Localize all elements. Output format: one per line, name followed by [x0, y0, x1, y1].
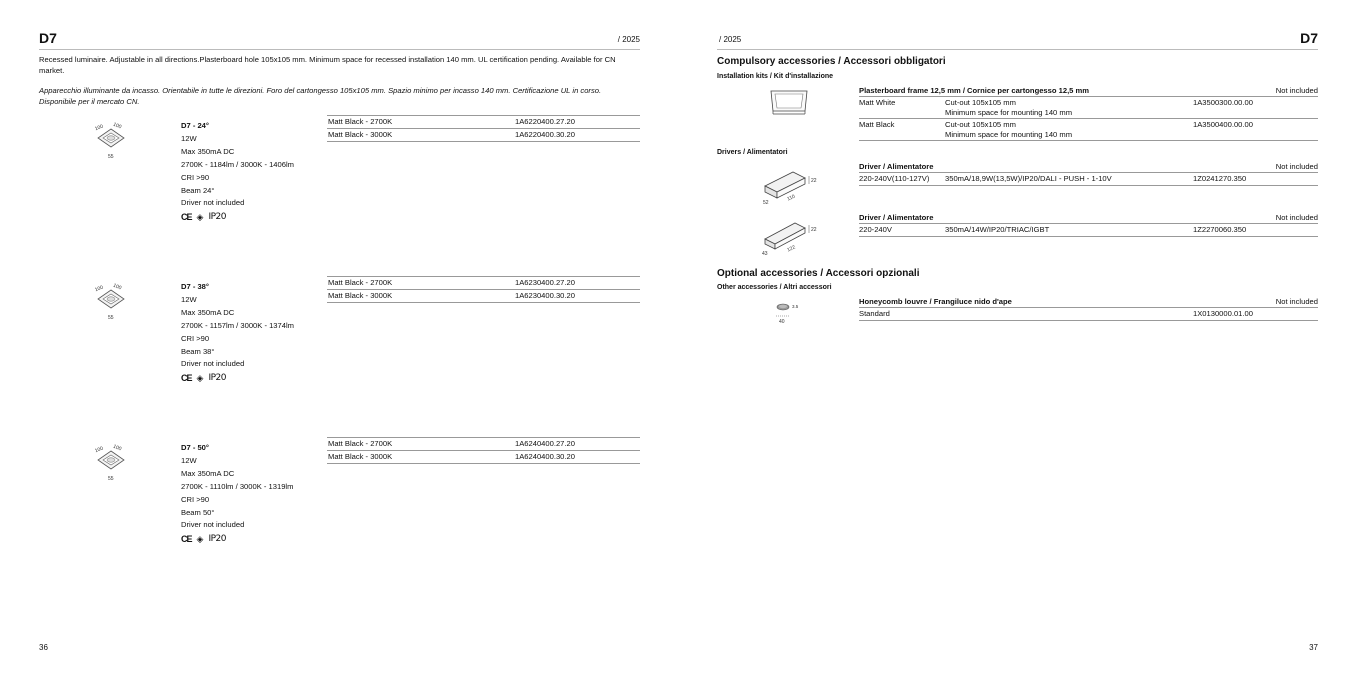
ce-mark-icon: CE: [181, 212, 192, 223]
accessory-title: Driver / Alimentatore: [859, 213, 934, 222]
accessory-desc-line-2: Minimum space for mounting 140 mm: [945, 130, 1073, 139]
spec-cri: CRI >90: [181, 494, 210, 504]
accessory-title: Plasterboard frame 12,5 mm / Cornice per cartongesso 12,5 mm: [859, 86, 1090, 95]
accessory-code: 1A3500300.00.00: [1193, 98, 1253, 107]
table-row: [327, 115, 640, 128]
luminaire-drawing-icon: [91, 442, 131, 484]
honeycomb-louvre-icon: [773, 299, 807, 325]
ce-mark-icon: CE: [181, 373, 192, 384]
spec-power: 12W: [181, 455, 197, 465]
louvre-dim-b: 40: [779, 319, 785, 325]
not-included-label: Not included: [1275, 162, 1318, 171]
right-page: [717, 0, 1318, 678]
driver-dim-b: 122: [786, 244, 797, 254]
accessory-title: Honeycomb louvre / Frangiluce nido d'ape: [859, 297, 1012, 306]
accessory-code: 1A3500400.00.00: [1193, 120, 1253, 129]
variant-code: 1A6220400.30.20: [515, 130, 575, 139]
spec-current: Max 350mA DC: [181, 146, 235, 156]
diamond-symbol-icon: ◈: [196, 212, 204, 223]
driver-table: [859, 213, 1318, 237]
spec-driver: Driver not included: [181, 359, 245, 369]
table-row: [327, 276, 640, 289]
variant-table: [327, 276, 640, 303]
spec-power: 12W: [181, 133, 197, 143]
product-family-code: D7: [39, 30, 57, 46]
table-row: [859, 308, 1318, 321]
spec-driver: Driver not included: [181, 198, 245, 208]
certification-marks: [181, 211, 321, 224]
variant-code: 1A6230400.27.20: [515, 278, 575, 287]
accessory-finish: Matt White: [859, 98, 896, 107]
drawing-dim-c: 55: [108, 476, 114, 482]
catalogue-year: / 2025: [719, 35, 742, 44]
product-block: [39, 278, 640, 401]
driver-dim-c: 52: [763, 200, 769, 206]
accessory-desc-line-1: Cut-out 105x105 mm: [945, 98, 1016, 107]
table-row: [859, 224, 1318, 237]
intro-english: Recessed luminaire. Adjustable in all directions.Plasterboard hole 105x105 mm. Minimum space for recessed installation 140 mm. UL certification pending. Available for CN market.: [39, 55, 616, 75]
driver-dim-a: 22: [811, 178, 817, 184]
spec-power: 12W: [181, 294, 197, 304]
louvre-variant: Standard: [859, 309, 890, 318]
spec-lumen: 2700K - 1157lm / 3000K - 1374lm: [181, 320, 294, 330]
table-row: [327, 450, 640, 464]
table-row: [859, 119, 1318, 141]
header-divider: [39, 49, 640, 50]
drawing-dim-b: 100: [112, 443, 123, 453]
left-page-header: [39, 30, 640, 50]
accessory-header: [859, 86, 1318, 97]
accessory-finish: Matt Black: [859, 120, 895, 129]
installation-kits-title: Installation kits / Kit d'installazione: [717, 73, 834, 80]
variant-code: 1A6230400.30.20: [515, 291, 575, 300]
driver-code: 1Z0241270.350: [1193, 174, 1247, 183]
certification-marks: [181, 533, 321, 546]
catalogue-year: / 2025: [617, 35, 640, 44]
not-included-label: Not included: [1275, 213, 1318, 222]
ip-rating: IP20: [208, 212, 226, 223]
driver-voltage: 220-240V: [859, 225, 892, 234]
accessory-desc-line-1: Cut-out 105x105 mm: [945, 120, 1016, 129]
variant-finish: Matt Black - 3000K: [328, 452, 393, 461]
drawing-dim-b: 100: [112, 282, 123, 292]
product-specs: [181, 120, 321, 224]
ip-rating: IP20: [208, 534, 226, 545]
accessory-header: [859, 213, 1318, 224]
ce-mark-icon: CE: [181, 534, 192, 545]
drawing-dim-a: 100: [94, 445, 105, 455]
variant-code: 1A6240400.30.20: [515, 452, 575, 461]
product-name: D7 - 50°: [181, 443, 209, 452]
luminaire-drawing-icon: [91, 281, 131, 323]
spec-lumen: 2700K - 1110lm / 3000K - 1319lm: [181, 481, 294, 491]
compulsory-accessories-title: Compulsory accessories / Accessori obbligatori: [717, 56, 946, 67]
variant-table: [327, 115, 640, 142]
certification-marks: [181, 372, 321, 385]
driver-dim-b: 110: [786, 193, 797, 203]
ip-rating: IP20: [208, 373, 226, 384]
optional-accessories-title: Optional accessories / Accessori opzionali: [717, 268, 920, 279]
accessory-header: [859, 297, 1318, 308]
driver-voltage: 220-240V(110-127V): [859, 174, 930, 183]
driver-box-icon: [759, 164, 821, 206]
not-included-label: Not included: [1275, 297, 1318, 306]
drawing-dim-b: 100: [112, 121, 123, 131]
variant-finish: Matt Black - 2700K: [328, 117, 393, 126]
product-specs: [181, 442, 321, 546]
table-row: [327, 437, 640, 450]
driver-dim-c: 43: [762, 251, 768, 257]
variant-finish: Matt Black - 2700K: [328, 439, 393, 448]
driver-description: 350mA/18,9W(13,5W)/IP20/DALI - PUSH - 1-10V: [945, 174, 1112, 183]
table-row: [859, 173, 1318, 186]
spec-beam: Beam 50°: [181, 507, 215, 517]
variant-finish: Matt Black - 3000K: [328, 130, 393, 139]
spec-current: Max 350mA DC: [181, 307, 235, 317]
driver-description: 350mA/14W/IP20/TRIAC/IGBT: [945, 225, 1050, 234]
intro-italian: Apparecchio illuminante da incasso. Orientabile in tutte le direzioni. Foro del cartongesso 105x105 mm. Spazio minimo per incasso 140 mm. Certificazione UL in corso. Disponibile per il mercato CN.: [39, 86, 602, 106]
variant-finish: Matt Black - 3000K: [328, 291, 393, 300]
drawing-dim-a: 100: [94, 123, 105, 133]
spec-beam: Beam 38°: [181, 346, 215, 356]
page-number: 36: [39, 643, 48, 652]
accessory-description: [945, 120, 1072, 140]
not-included-label: Not included: [1275, 86, 1318, 95]
driver-box-icon: [759, 215, 821, 257]
product-block: [39, 117, 640, 240]
drivers-title: Drivers / Alimentatori: [717, 149, 788, 156]
variant-code: 1A6240400.27.20: [515, 439, 575, 448]
header-divider: [717, 49, 1318, 50]
spec-current: Max 350mA DC: [181, 468, 235, 478]
drawing-dim-c: 55: [108, 154, 114, 160]
spec-cri: CRI >90: [181, 172, 210, 182]
variant-code: 1A6220400.27.20: [515, 117, 575, 126]
table-row: [859, 97, 1318, 119]
accessory-title: Driver / Alimentatore: [859, 162, 934, 171]
plasterboard-frame-table: [859, 86, 1318, 141]
table-row: [327, 289, 640, 303]
louvre-dim-a: 3.5: [792, 304, 799, 309]
driver-dim-a: 22: [811, 227, 817, 233]
table-row: [327, 128, 640, 142]
product-family-code: D7: [1300, 30, 1318, 46]
right-page-header: [717, 30, 1318, 50]
product-specs: [181, 281, 321, 385]
variant-table: [327, 437, 640, 464]
louvre-code: 1X0130000.01.00: [1193, 309, 1253, 318]
accessory-desc-line-2: Minimum space for mounting 140 mm: [945, 108, 1073, 117]
plasterboard-frame-icon: [767, 87, 811, 117]
accessory-header: [859, 162, 1318, 173]
drawing-dim-a: 100: [94, 284, 105, 294]
spec-cri: CRI >90: [181, 333, 210, 343]
spec-lumen: 2700K - 1184lm / 3000K - 1406lm: [181, 159, 294, 169]
louvre-table: [859, 297, 1318, 321]
variant-finish: Matt Black - 2700K: [328, 278, 393, 287]
driver-table: [859, 162, 1318, 186]
other-accessories-title: Other accessories / Altri accessori: [717, 284, 832, 291]
diamond-symbol-icon: ◈: [196, 534, 204, 545]
spec-beam: Beam 24°: [181, 185, 215, 195]
product-name: D7 - 24°: [181, 121, 209, 130]
product-block: [39, 439, 640, 562]
left-page: [39, 0, 640, 678]
luminaire-drawing-icon: [91, 120, 131, 162]
drawing-dim-c: 55: [108, 315, 114, 321]
driver-code: 1Z2270060.350: [1193, 225, 1247, 234]
accessory-description: [945, 98, 1072, 118]
spec-driver: Driver not included: [181, 520, 245, 530]
page-number: 37: [1309, 643, 1318, 652]
product-name: D7 - 38°: [181, 282, 209, 291]
diamond-symbol-icon: ◈: [196, 373, 204, 384]
